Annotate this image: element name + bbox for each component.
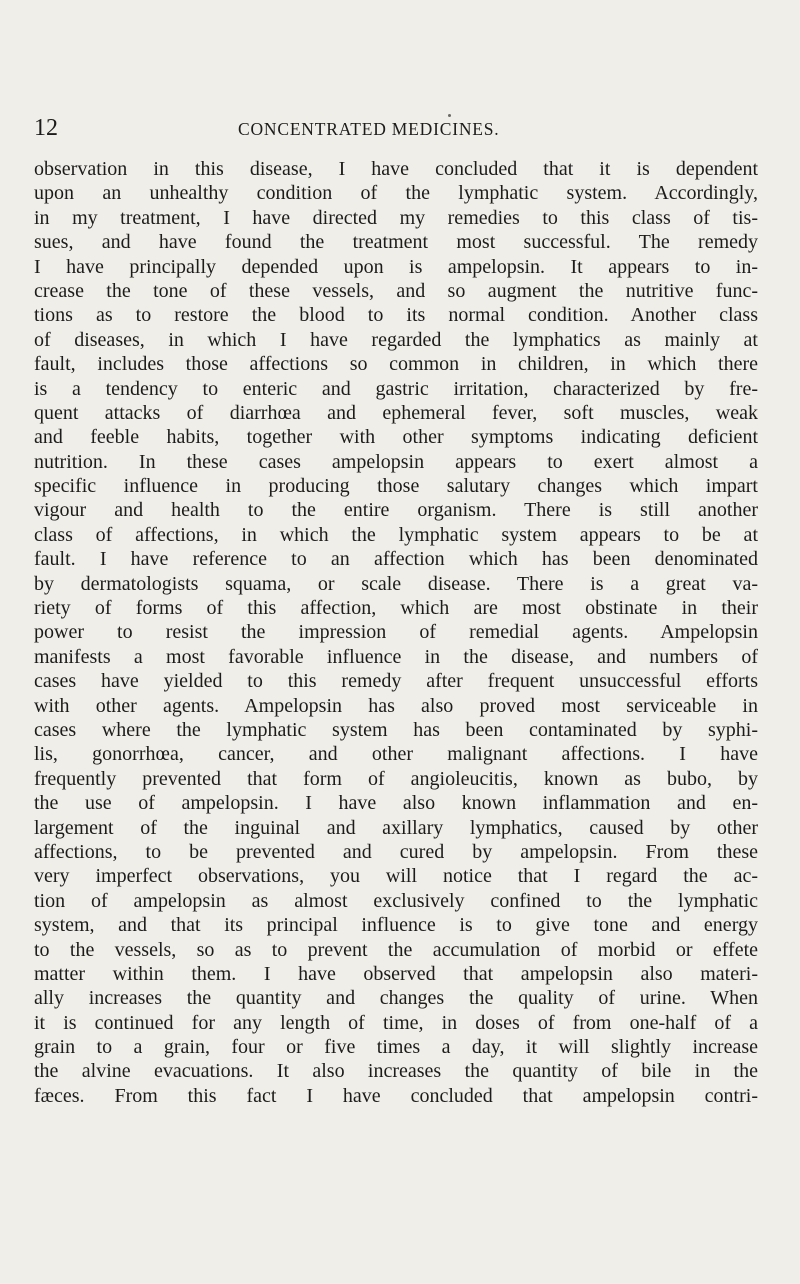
print-speck bbox=[448, 114, 451, 117]
text-line: sues, and have found the treatment most successful. The remedy bbox=[34, 231, 758, 254]
text-line: riety of forms of this affection, which are most obstinate in their bbox=[34, 597, 758, 620]
running-head: CONCENTRATED MEDICINES. bbox=[238, 119, 500, 139]
text-line: by dermatologists squama, or scale disease. There is a great va- bbox=[34, 572, 758, 595]
text-line: largement of the inguinal and axillary lymphatics, caused by other bbox=[34, 816, 758, 839]
text-line: grain to a grain, four or five times a day, it will slightly increase bbox=[34, 1036, 758, 1059]
text-line: in my treatment, I have directed my remedies to this class of tis- bbox=[34, 206, 758, 229]
text-line: specific influence in producing those salutary changes which impart bbox=[34, 475, 758, 498]
text-line: observation in this disease, I have concluded that it is dependent bbox=[34, 158, 758, 180]
text-line: affections, to be prevented and cured by ampelopsin. From these bbox=[34, 840, 758, 863]
text-line: lis, gonorrhœa, cancer, and other malignant affections. I have bbox=[34, 743, 758, 766]
text-line: the alvine evacuations. It also increases the quantity of bile in the bbox=[34, 1060, 758, 1083]
text-line: tion of ampelopsin as almost exclusively confined to the lymphatic bbox=[34, 889, 758, 912]
text-line: vigour and health to the entire organism. There is still another bbox=[34, 499, 758, 522]
text-line: cases have yielded to this remedy after frequent unsuccessful efforts bbox=[34, 670, 758, 693]
page-number: 12 bbox=[34, 115, 58, 141]
text-line: is a tendency to enteric and gastric irritation, characterized by fre- bbox=[34, 377, 758, 400]
text-line: frequently prevented that form of angioleucitis, known as bubo, by bbox=[34, 767, 758, 790]
body-text bbox=[34, 157, 758, 1108]
text-line: cases where the lymphatic system has been contaminated by syphi- bbox=[34, 718, 758, 741]
text-line: crease the tone of these vessels, and so augment the nutritive func- bbox=[34, 279, 758, 302]
page-header bbox=[34, 114, 754, 142]
text-line: to the vessels, so as to prevent the accumulation of morbid or effete bbox=[34, 938, 758, 961]
text-line: with other agents. Ampelopsin has also proved most serviceable in bbox=[34, 694, 758, 717]
text-line: ally increases the quantity and changes the quality of urine. When bbox=[34, 987, 758, 1010]
text-line: fault. I have reference to an affection which has been denominated bbox=[34, 548, 758, 571]
text-line: upon an unhealthy condition of the lymphatic system. Accordingly, bbox=[34, 182, 758, 205]
text-line: fæces. From this fact I have concluded that ampelopsin contri- bbox=[34, 1084, 758, 1107]
text-line: matter within them. I have observed that ampelopsin also materi- bbox=[34, 962, 758, 985]
text-line: it is continued for any length of time, in doses of from one-half of a bbox=[34, 1011, 758, 1034]
text-line: manifests a most favorable influence in the disease, and numbers of bbox=[34, 645, 758, 668]
text-line: class of affections, in which the lymphatic system appears to be at bbox=[34, 523, 758, 546]
text-line: nutrition. In these cases ampelopsin appears to exert almost a bbox=[34, 450, 758, 473]
text-line: power to resist the impression of remedial agents. Ampelopsin bbox=[34, 621, 758, 644]
text-line: system, and that its principal influence is to give tone and energy bbox=[34, 914, 758, 937]
text-line: and feeble habits, together with other symptoms indicating deficient bbox=[34, 426, 758, 449]
text-line: tions as to restore the blood to its normal condition. Another class bbox=[34, 304, 758, 327]
text-line: quent attacks of diarrhœa and ephemeral fever, soft muscles, weak bbox=[34, 401, 758, 424]
text-line: very imperfect observations, you will notice that I regard the ac- bbox=[34, 865, 758, 888]
text-line: I have principally depended upon is ampelopsin. It appears to in- bbox=[34, 255, 758, 278]
text-line: of diseases, in which I have regarded the lymphatics as mainly at bbox=[34, 328, 758, 351]
text-line: the use of ampelopsin. I have also known inflammation and en- bbox=[34, 792, 758, 815]
text-line: fault, includes those affections so common in children, in which there bbox=[34, 353, 758, 376]
